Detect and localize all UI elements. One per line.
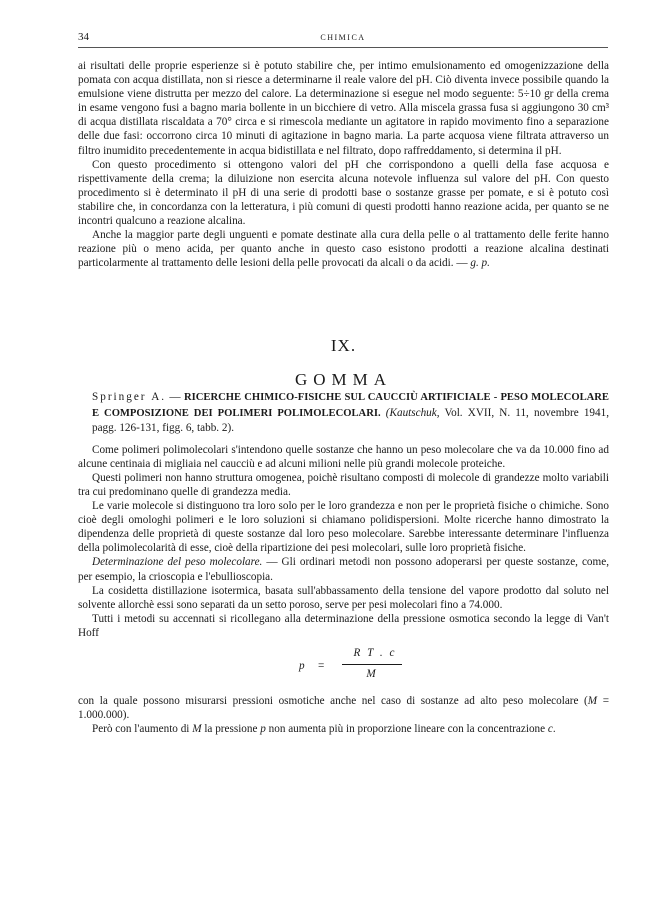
running-title: CHIMICA	[320, 33, 366, 42]
paragraph-text: non aumenta più in proporzione lineare con la concentrazione	[265, 723, 548, 736]
paragraph-with-signature	[78, 228, 609, 270]
running-head	[78, 30, 608, 44]
article-title: RICERCHE CHIMICO-FISICHE SUL CAUCCIÙ ARTIFICIALE - PESO MOLECOLARE E COMPOSIZIONE DEI POLIMERI POLIMOLECOLARI.	[92, 392, 610, 419]
chapter-title: GOMMA	[294, 370, 393, 390]
subsection-heading: Determinazione del peso molecolare.	[92, 556, 263, 569]
header-rule	[78, 47, 608, 48]
paragraph-text: la pressione	[201, 723, 261, 736]
article-reference	[78, 390, 609, 434]
vant-hoff-formula	[78, 646, 609, 686]
paragraph: Con questo procedimento si ottengono valori del pH che corrispondono a quelli della fase acquosa e rispettivamente della crema; la diluizione non esercita alcuna notevole influenza sul valore del pH. Con questo procedimento si è determinato il pH di una serie di prodotti base o sostanze grasse per pomate, e si è potuto così stabilire che, in concordanza con la letteratura, i più comuni di questi prodotti hanno reazione acida, per quanto se ne incontri qualcuno a reazione alcalina.	[78, 158, 609, 228]
formula-equals: =	[318, 660, 325, 672]
article-author: Springer A.	[92, 391, 167, 404]
paragraph-text: Però con l'aumento di	[92, 723, 193, 736]
page-number: 34	[78, 31, 89, 43]
paragraph: Tutti i metodi su accennati si ricollegano alla determinazione della pressione osmotica secondo la legge di Van't Hoff	[78, 612, 609, 639]
paragraph-continued: ai risultati delle proprie esperienze si è potuto stabilire che, per intimo emulsionamento ed omogenizzazione della pomata con acqua distillata, non si riesce a determinarne il reale valore del pH. Ciò diventa invece possibile quando la emulsione viene distrutta per mezzo del calore. La determinazione si esegue nel modo seguente: 5÷10 gr della crema in esame vengono fusi a bagno maria bollente in un bicchiere di vetro. Alla miscela grassa fusa si aggiungono 30 cm³ di acqua distillata riscaldata a 70° circa e si rimescola mediante un agitatore in rapido movimento fino a separazione delle due fasi: occorrono circa 10 minuti di agitazione in bagno maria. La parte acquosa viene filtrata attraverso un filtro inumidito precedentemente in acqua bidistillata e nel filtrato, dopo raffreddamento, si determina il pH.	[78, 60, 609, 157]
paragraph-subsection	[78, 555, 609, 583]
paragraph-text: .	[552, 723, 556, 736]
formula-numerator: R T . c	[353, 647, 397, 659]
paragraph: La cosidetta distillazione isotermica, basata sull'abbassamento della tensione del vapore prodotto dal soluto nel solvente allorchè essi sono separati da un setto poroso, serve per pesi molecolari fino a 74.000.	[78, 584, 609, 611]
paragraph-text: Anche la maggior parte degli unguenti e pomate destinate alla cura della pelle o al trattamento delle ferite hanno reazione più o meno acida, per quanto anche in questo caso esistono prodotti a reazione alcalina destinati particolarmente al trattamento delle lesioni della pelle provocati da alcali o da acidi. —	[78, 229, 609, 270]
paragraph-continued	[78, 694, 609, 722]
fraction-bar	[342, 664, 402, 665]
math-variable: M	[192, 723, 202, 736]
journal-citation: Vol. XVII, N. 11, novembre 1941, pagg. 126-131, figg. 6, tabb. 2).	[92, 406, 610, 434]
chapter-number: IX.	[330, 336, 357, 356]
reference-dash: —	[166, 391, 184, 404]
formula-denominator: M	[366, 668, 376, 680]
math-variable: M	[587, 695, 598, 707]
math-variable: c	[547, 723, 553, 736]
math-variable: p	[260, 723, 266, 736]
page-body	[78, 59, 609, 736]
paragraph-text: con la quale possono misurarsi pressioni osmotiche anche nel caso di sostanze ad alto peso molecolare (	[78, 695, 588, 707]
signature: g. p.	[470, 257, 490, 270]
paragraph: Questi polimeri non hanno struttura omogenea, poichè risultano composti di molecole di grandezze molto variabili tra cui predominano quelle di grandezza media.	[78, 471, 609, 498]
paragraph	[78, 722, 609, 736]
paragraph: Come polimeri polimolecolari s'intendono quelle sostanze che hanno un peso molecolare che va da 10.000 fino ad alcune centinaia di migliaia nel caucciù e ad alcuni milioni nelle più grandi molecole proteiche.	[78, 443, 609, 470]
paragraph-text: — Gli ordinari metodi non possono adoperarsi per queste sostanze, come, per esempio, la crioscopia e l'ebullioscopia.	[78, 556, 609, 583]
paragraph: Le varie molecole si distinguono tra loro solo per le loro grandezza e non per le proprietà fisiche o chimiche. Sono cioè degli omologhi polimeri e le loro soluzioni si chiamano polidispersioni. Molte ricerche hanno dimostrato la dipendenza delle proprietà di queste sostanze dal loro peso molecolare. Sarebbe interessante determinare l'influenza della polimolecolarità di esse, cioè della ripartizione dei pesi molecolari, sulle loro proprietà fisiche.	[78, 500, 609, 555]
paragraph-text: = 1.000.000).	[78, 695, 610, 722]
formula-lhs: p	[299, 660, 305, 672]
journal-name: (Kautschuk,	[385, 406, 440, 419]
